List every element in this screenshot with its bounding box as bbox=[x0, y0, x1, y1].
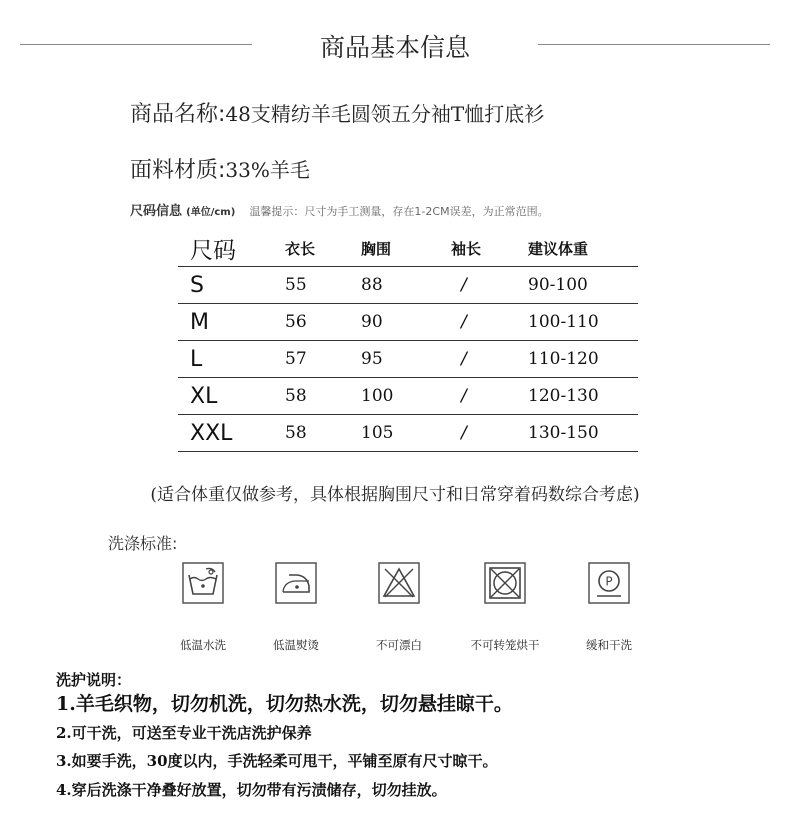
table-cell: 56 bbox=[285, 304, 361, 341]
table-cell: 95 bbox=[361, 341, 451, 378]
table-cell: 55 bbox=[285, 267, 361, 304]
size-info-note: 温馨提示：尺寸为手工测量，存在1-2CM误差，为正常范围。 bbox=[249, 205, 549, 218]
size-table bbox=[178, 230, 638, 452]
material-label: 面料材质: bbox=[130, 158, 226, 183]
table-row bbox=[178, 341, 638, 378]
table-cell: L bbox=[178, 341, 285, 378]
column-header: 袖长 bbox=[451, 230, 528, 267]
table-cell: 88 bbox=[361, 267, 451, 304]
table-row bbox=[178, 267, 638, 304]
size-info-unit: (单位/cm) bbox=[186, 207, 236, 218]
no-tumble-dry-icon bbox=[484, 562, 526, 604]
table-cell: XXL bbox=[178, 415, 285, 452]
svg-text:P: P bbox=[605, 574, 613, 589]
care-label-low-temp-iron: 低温熨烫 bbox=[273, 638, 319, 652]
product-name-label: 商品名称: bbox=[130, 102, 226, 127]
table-cell: M bbox=[178, 304, 285, 341]
table-cell: 100 bbox=[361, 378, 451, 415]
fit-note: (适合体重仅做参考，具体根据胸围尺寸和日常穿着码数综合考虑) bbox=[150, 485, 640, 505]
table-row bbox=[178, 304, 638, 341]
size-table-header bbox=[178, 230, 638, 267]
no-bleach-icon bbox=[378, 562, 420, 604]
table-cell: / bbox=[451, 415, 528, 452]
care-note-item: 4.穿后洗涤干净叠好放置，切勿带有污渍储存，切勿挂放。 bbox=[56, 781, 447, 799]
care-note-item: 3.如要手洗，30度以内，手洗轻柔可甩干，平铺至原有尺寸晾干。 bbox=[56, 752, 498, 770]
table-cell: 130-150 bbox=[528, 415, 638, 452]
care-label-no-tumble-dry: 不可转笼烘干 bbox=[470, 638, 540, 652]
column-header: 胸围 bbox=[361, 230, 451, 267]
care-notes-title: 洗护说明： bbox=[56, 671, 132, 689]
table-cell: / bbox=[451, 267, 528, 304]
size-info-row bbox=[130, 200, 549, 219]
low-temp-wash-icon bbox=[182, 562, 224, 604]
table-cell: 58 bbox=[285, 415, 361, 452]
table-cell: 110-120 bbox=[528, 341, 638, 378]
product-name-value: 48支精纺羊毛圆领五分袖T恤打底衫 bbox=[225, 102, 545, 126]
care-note-item: 1.羊毛织物，切勿机洗，切勿热水洗，切勿悬挂晾干。 bbox=[56, 693, 513, 715]
product-name-row bbox=[130, 97, 544, 128]
table-row bbox=[178, 378, 638, 415]
table-cell: / bbox=[451, 304, 528, 341]
page-title: 商品基本信息 bbox=[319, 33, 470, 62]
gentle-dry-clean-icon bbox=[588, 562, 630, 604]
washing-title: 洗涤标准: bbox=[108, 534, 178, 553]
table-cell: / bbox=[451, 341, 528, 378]
table-cell: 57 bbox=[285, 341, 361, 378]
table-cell: 58 bbox=[285, 378, 361, 415]
table-cell: 90-100 bbox=[528, 267, 638, 304]
material-value: 33%羊毛 bbox=[225, 158, 310, 182]
column-header: 衣长 bbox=[285, 230, 361, 267]
table-cell: 120-130 bbox=[528, 378, 638, 415]
care-label-low-temp-wash: 低温水洗 bbox=[180, 638, 226, 652]
table-cell: 105 bbox=[361, 415, 451, 452]
header-divider-right bbox=[538, 44, 770, 45]
column-header: 尺码 bbox=[178, 230, 285, 267]
column-header: 建议体重 bbox=[528, 230, 638, 267]
size-info-label: 尺码信息 bbox=[130, 204, 183, 219]
material-row bbox=[130, 153, 310, 184]
care-label-gentle-dry-clean: 缓和干洗 bbox=[586, 638, 632, 652]
table-cell: 90 bbox=[361, 304, 451, 341]
low-temp-iron-icon bbox=[275, 562, 317, 604]
table-cell: S bbox=[178, 267, 285, 304]
care-note-item: 2.可干洗，可送至专业干洗店洗护保养 bbox=[56, 724, 312, 742]
table-cell: / bbox=[451, 378, 528, 415]
table-cell: 100-110 bbox=[528, 304, 638, 341]
care-label-no-bleach: 不可漂白 bbox=[376, 638, 422, 652]
table-row bbox=[178, 415, 638, 452]
table-cell: XL bbox=[178, 378, 285, 415]
